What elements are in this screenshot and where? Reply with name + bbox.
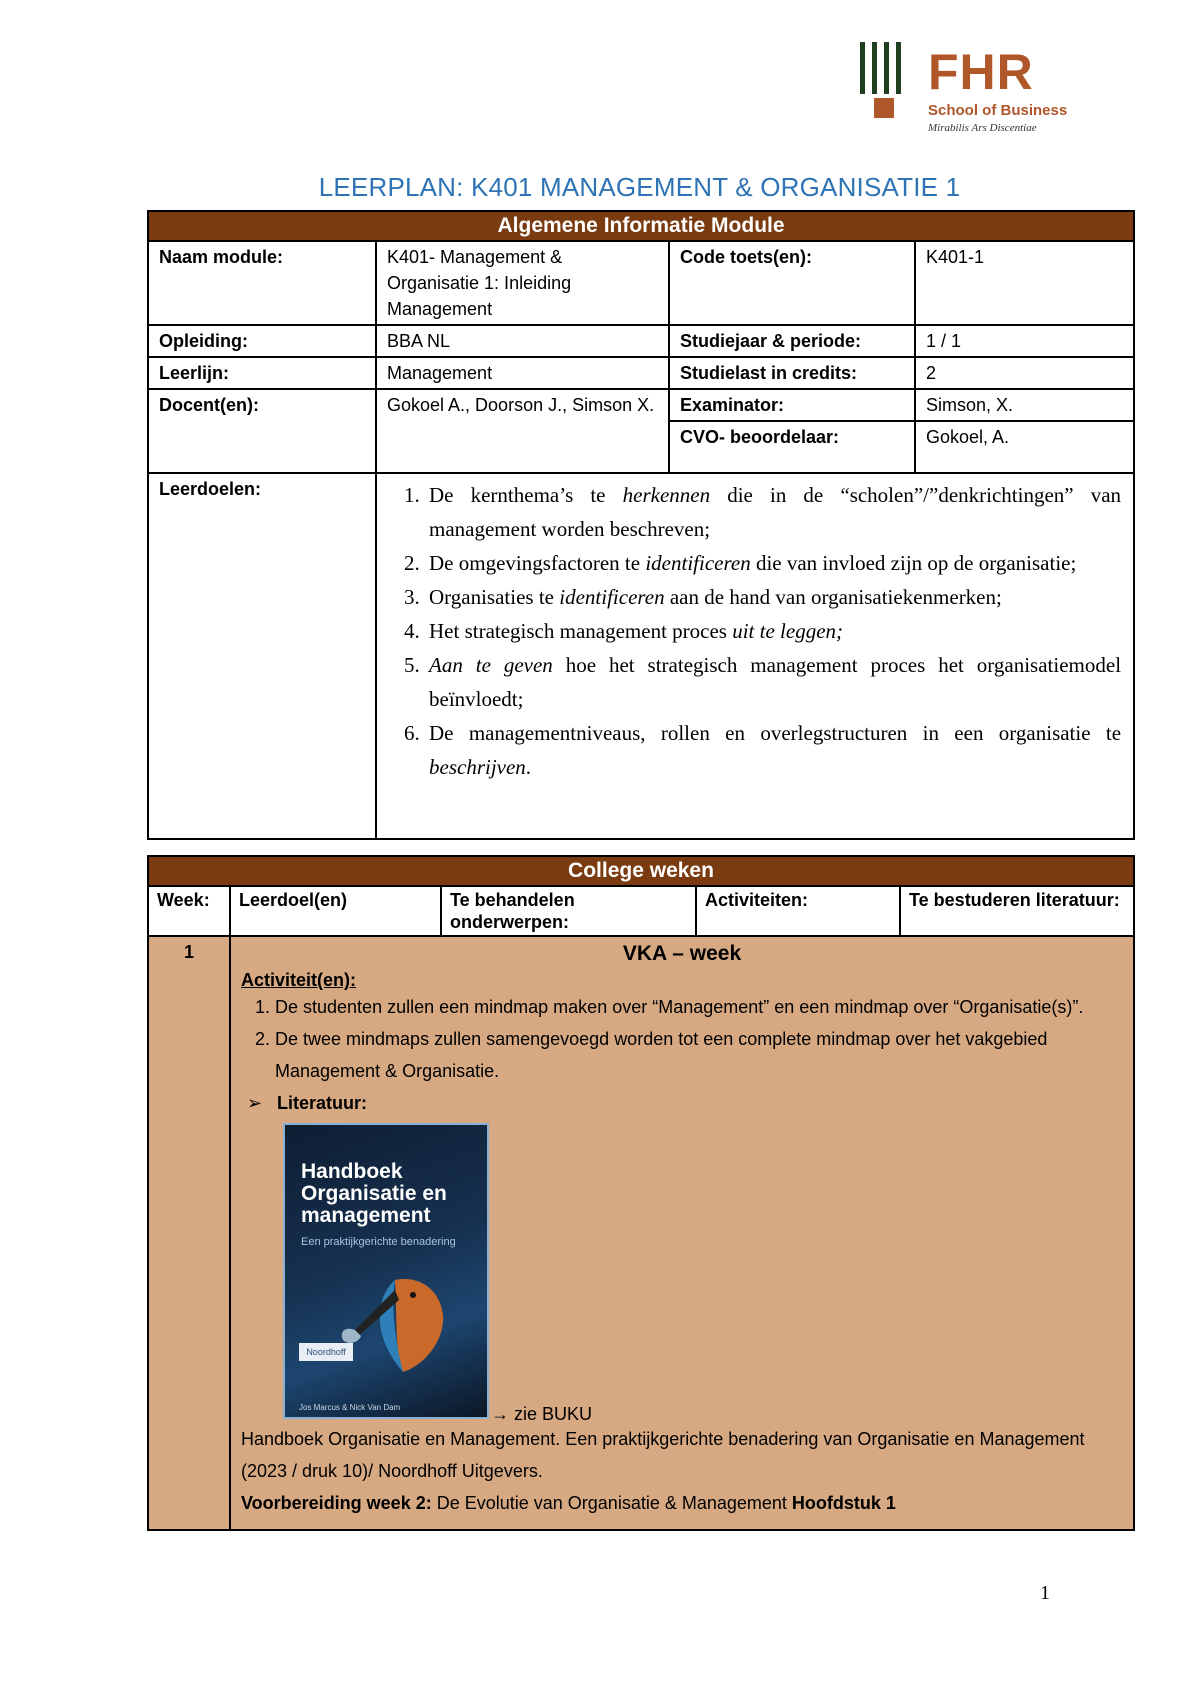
- book-publisher: Noordhoff: [299, 1343, 353, 1361]
- goal-item: 5. Aan te geven hoe het strategisch management proces het organisatiemodel beïnvloedt;: [425, 648, 1121, 716]
- module-info-table: [147, 210, 1135, 840]
- label-examiner: Examinator:: [669, 389, 915, 421]
- row-learning-line: [148, 357, 1134, 389]
- value-examiner: Simson, X.: [915, 389, 1134, 421]
- col-topics: Te behandelen onderwerpen:: [441, 886, 696, 936]
- book-subtitle: Een praktijkgerichte benadering: [301, 1236, 456, 1248]
- value-education: BBA NL: [376, 325, 669, 357]
- row-education: [148, 325, 1134, 357]
- value-module-name: K401- Management & Organisatie 1: Inleiding Management: [376, 241, 669, 325]
- see-buku-note: → zie BUKU: [491, 1404, 593, 1424]
- book-row: [241, 1123, 1123, 1423]
- learning-goals-cell: [376, 473, 1134, 839]
- value-credits: 2: [915, 357, 1134, 389]
- value-learning-line: Management: [376, 357, 669, 389]
- label-test-code: Code toets(en):: [669, 241, 915, 325]
- goal-item: 2. De omgevingsfactoren te identificeren die van invloed zijn op de organisatie;: [425, 546, 1121, 580]
- value-assessor: Gokoel, A.: [915, 421, 1134, 473]
- activity-item: 2. De twee mindmaps zullen samengevoegd worden tot een complete mindmap over het vakgebied Management & Organisatie.: [275, 1023, 1123, 1087]
- activities-list: [241, 991, 1123, 1087]
- week-row: [148, 936, 1134, 1530]
- label-learning-goals: Leerdoelen:: [148, 473, 376, 839]
- arrow-bullet-icon: ➢: [247, 1093, 263, 1113]
- preparation-note: Voorbereiding week 2: De Evolutie van Organisatie & Management Hoofdstuk 1: [241, 1493, 896, 1513]
- module-info-header: Algemene Informatie Module: [148, 211, 1134, 241]
- college-weeks-table: [147, 855, 1135, 1531]
- goal-item: 1. De kernthema’s te herkennen die in de “scholen”/”denkrichtingen” van management worden beschreven;: [425, 478, 1121, 546]
- kingfisher-bird-icon: [325, 1260, 465, 1380]
- college-column-headers: [148, 886, 1134, 936]
- label-teachers: Docent(en):: [148, 389, 376, 473]
- college-weeks-header: College weken: [148, 856, 1134, 886]
- book-authors: Jos Marcus & Nick Van Dam: [299, 1403, 401, 1412]
- value-test-code: K401-1: [915, 241, 1134, 325]
- logo-name: FHR: [928, 44, 1034, 100]
- goal-item: 6. De managementniveaus, rollen en overlegstructuren in een organisatie te beschrijven.: [425, 716, 1121, 784]
- book-title: Handboek Organisatie en management: [301, 1160, 447, 1227]
- week-title: VKA – week: [622, 942, 742, 965]
- label-education: Opleiding:: [148, 325, 376, 357]
- book-cover-image: [283, 1123, 489, 1419]
- label-study-year: Studiejaar & periode:: [669, 325, 915, 357]
- row-learning-goals: [148, 473, 1134, 839]
- col-literature: Te bestuderen literatuur:: [900, 886, 1134, 936]
- logo-bars-icon: [858, 42, 918, 122]
- week-number: 1: [148, 936, 230, 1530]
- col-week: Week:: [148, 886, 230, 936]
- label-module-name: Naam module:: [148, 241, 376, 325]
- goal-item: 3. Organisaties te identificeren aan de hand van organisatiekenmerken;: [425, 580, 1121, 614]
- value-study-year: 1 / 1: [915, 325, 1134, 357]
- activities-heading: Activiteit(en):: [241, 970, 357, 990]
- value-teachers: Gokoel A., Doorson J., Simson X.: [376, 389, 669, 473]
- col-activities: Activiteiten:: [696, 886, 900, 936]
- document-title: LEERPLAN: K401 MANAGEMENT & ORGANISATIE 1: [318, 172, 961, 202]
- week-content: [230, 936, 1134, 1530]
- row-module: [148, 241, 1134, 325]
- col-goals: Leerdoel(en): [230, 886, 441, 936]
- fhr-logo: [858, 42, 1068, 142]
- row-teachers: [148, 389, 1134, 421]
- label-assessor: CVO- beoordelaar:: [669, 421, 915, 473]
- book-reference: Handboek Organisatie en Management. Een praktijkgerichte benadering van Organisatie en Management (2023 / druk 10)/ Noordhoff Uitgevers.: [241, 1429, 1085, 1481]
- activity-item: 1. De studenten zullen een mindmap maken over “Management” en een mindmap over “Organisatie(s)”.: [275, 991, 1123, 1023]
- goal-item: 4. Het strategisch management proces uit te leggen;: [425, 614, 1121, 648]
- label-learning-line: Leerlijn:: [148, 357, 376, 389]
- logo-motto: Mirabilis Ars Discentiae: [928, 122, 1037, 134]
- page-number: 1: [1040, 1582, 1050, 1604]
- logo-subtitle: School of Business: [928, 102, 1068, 119]
- label-credits: Studielast in credits:: [669, 357, 915, 389]
- learning-goals-list: [387, 478, 1121, 784]
- literature-heading: ➢ Literatuur:: [241, 1087, 1123, 1119]
